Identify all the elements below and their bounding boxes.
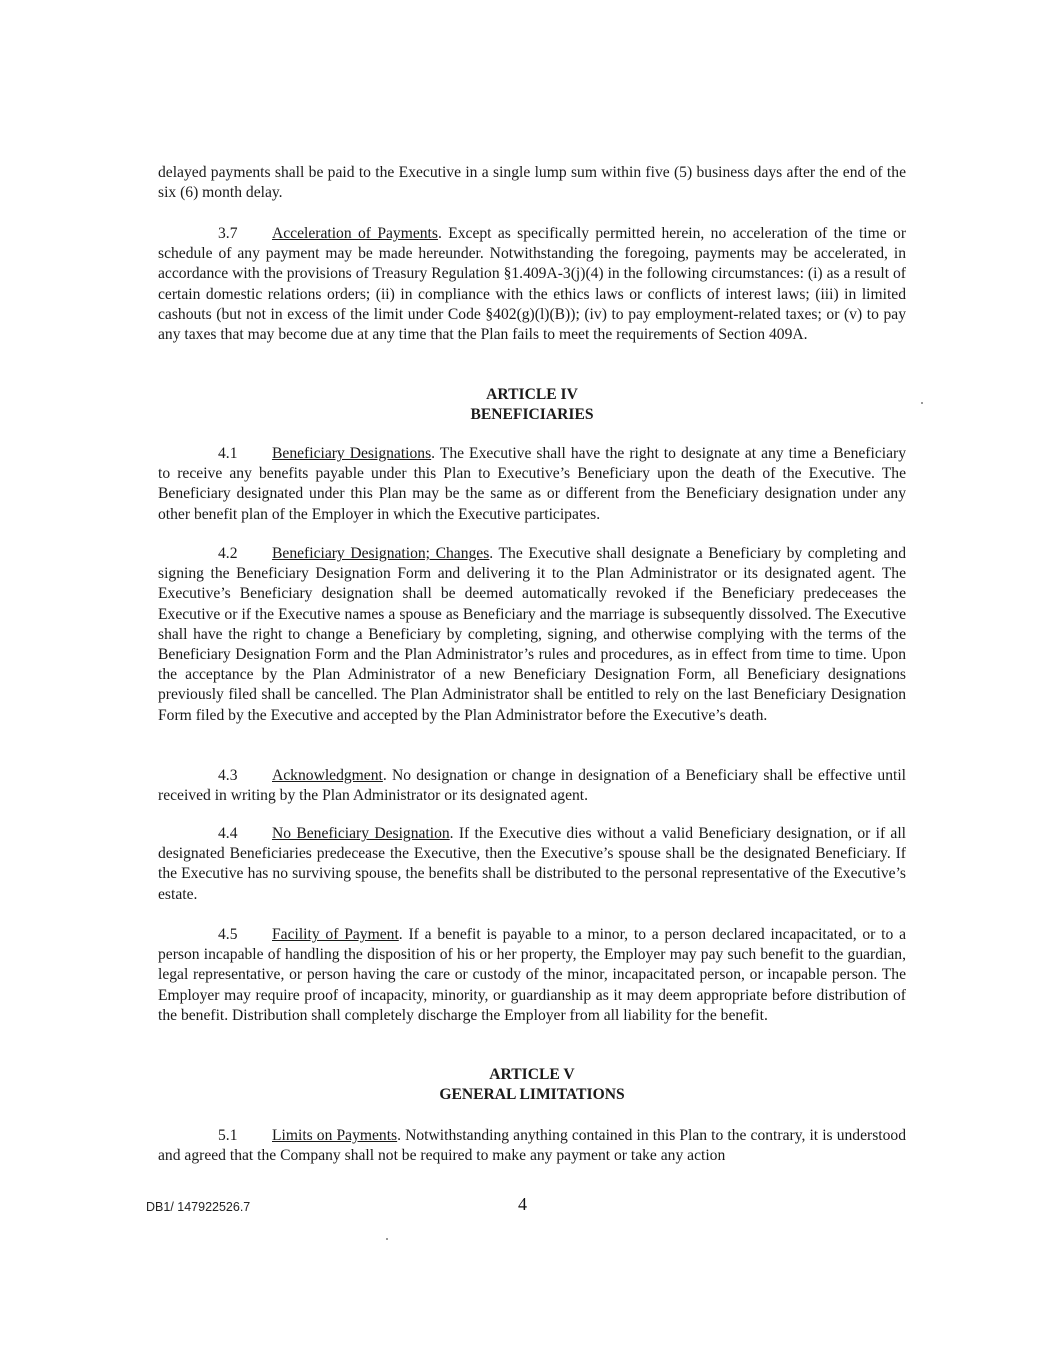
section-number: 4.3 xyxy=(218,767,238,784)
section-5-1 xyxy=(158,1126,906,1166)
section-body: . Notwithstanding anything contained in this Plan to the contrary, it is understood and agreed that the Company shall not be required to make any payment or take any action xyxy=(158,1127,907,1165)
section-3-7 xyxy=(158,224,906,345)
section-title: Facility of Payment xyxy=(272,926,399,943)
section-number: 5.1 xyxy=(218,1127,238,1144)
section-title: Acknowledgment xyxy=(272,767,383,784)
section-number: 3.7 xyxy=(218,225,238,242)
document-id: DB1/ 147922526.7 xyxy=(146,1200,251,1214)
section-title: Acceleration of Payments xyxy=(272,225,438,242)
article-4-heading xyxy=(158,385,906,425)
continuation-paragraph: delayed payments shall be paid to the Executive in a single lump sum within five (5) business days after the end of the six (6) month delay. xyxy=(158,164,906,202)
section-4-2 xyxy=(158,544,906,726)
section-number: 4.4 xyxy=(218,825,238,842)
article-title: GENERAL LIMITATIONS xyxy=(439,1086,625,1104)
section-title: Beneficiary Designation; Changes xyxy=(272,545,490,562)
section-body: . If the Executive dies without a valid Beneficiary designation, or if all designated Beneficiaries predecease the Executive, then the Executive’s spouse shall be the designated Beneficiary. If the Executive has no surviving spouse, the benefits shall be distributed to the personal representative of the Executive’s estate. xyxy=(158,825,906,903)
section-body: . No designation or change in designation of a Beneficiary shall be effective until received in writing by the Plan Administrator or its designated agent. xyxy=(158,767,906,805)
article-number: ARTICLE IV xyxy=(486,386,578,403)
section-number: 4.5 xyxy=(218,926,238,943)
section-number: 4.2 xyxy=(218,545,238,562)
section-body: . The Executive shall designate a Beneficiary by completing and signing the Beneficiary Designation Form and delivering it to the Plan Administrator or its designated agent. The Executive’s Beneficiary designation shall be deemed automatically revoked if the Beneficiary predeceases the Executive or if the Executive names a spouse as Beneficiary and the marriage is subsequently dissolved. The Executive shall have the right to change a Beneficiary by completing, signing, and otherwise complying with the terms of the Beneficiary Designation Form and the Plan Administrator’s rules and procedures, as in effect from time to time. Upon the acceptance by the Plan Administrator of a new Beneficiary Designation Form, all Beneficiary designations previously filed shall be cancelled. The Plan Administrator shall be entitled to rely on the last Beneficiary Designation Form filed by the Executive and accepted by the Plan Administrator before the Executive’s death. xyxy=(158,545,907,724)
section-4-3 xyxy=(158,766,906,806)
section-body: . If a benefit is payable to a minor, to a person declared incapacitated, or to a person incapable of handling the disposition of his or her property, the Employer may pay such benefit to the guardian, legal representative, or person having the care or custody of the minor, incapacitated person, or incapable person. The Employer may require proof of incapacity, minority, or guardianship as it may deem appropriate before distribution of the benefit. Distribution shall completely discharge the Employer from all liability for the benefit. xyxy=(158,926,907,1024)
section-title: Beneficiary Designations xyxy=(272,445,432,462)
section-body: . Except as specifically permitted herein, no acceleration of the time or schedule of any payment may be made hereunder. Notwithstanding the foregoing, payments may be accelerated, in accordance with the provisions of Treasury Regulation §1.409A-3(j)(4) in the following circumstances: (i) as a result of certain domestic relations orders; (ii) in compliance with the ethics laws or conflicts of interest laws; (iii) in limited cashouts (but not in excess of the limit under Code §402(g)(l)(B)); (iv) to pay employment-related taxes; or (v) to pay any taxes that may become due at any time that the Plan fails to meet the requirements of Section 409A. xyxy=(158,225,907,344)
article-number: ARTICLE V xyxy=(489,1066,575,1083)
scan-speck xyxy=(921,402,923,404)
section-title: No Beneficiary Designation xyxy=(272,825,450,842)
section-number: 4.1 xyxy=(218,445,238,462)
section-4-4 xyxy=(158,824,906,905)
section-title: Limits on Payments xyxy=(272,1127,398,1144)
article-5-heading xyxy=(158,1065,906,1105)
section-4-1 xyxy=(158,444,906,525)
page-number: 4 xyxy=(518,1194,527,1214)
scan-speck xyxy=(386,1238,388,1240)
section-body: . The Executive shall have the right to designate at any time a Beneficiary to receive any benefits payable under this Plan to Executive’s Beneficiary upon the death of the Executive. The Beneficiary designated under this Plan may be the same as or different from the Beneficiary designation under any other benefit plan of the Employer in which the Executive participates. xyxy=(158,445,906,523)
article-title: BENEFICIARIES xyxy=(470,406,594,424)
section-4-5 xyxy=(158,925,906,1026)
